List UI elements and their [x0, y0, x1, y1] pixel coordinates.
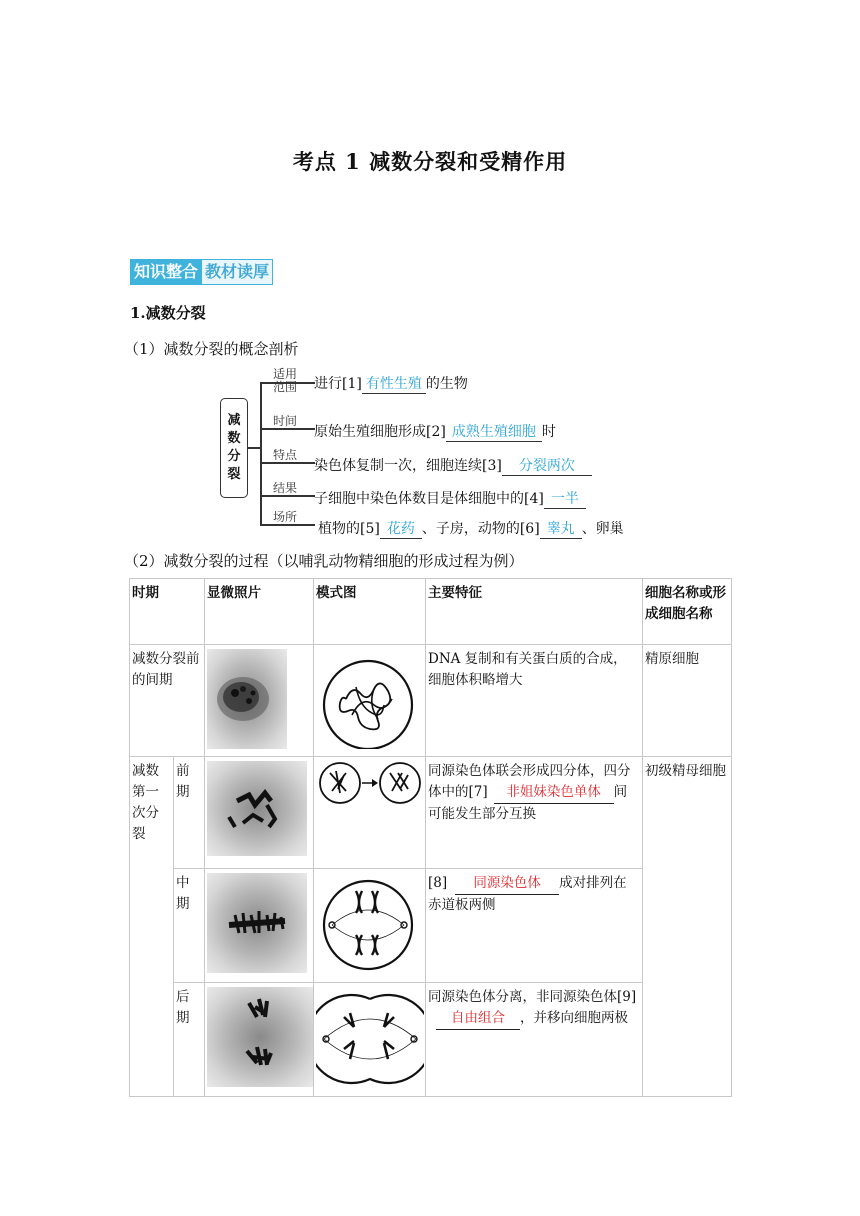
table-row: [130, 983, 732, 1097]
label-result: 结果: [273, 481, 298, 495]
answer-4: 一半: [544, 488, 586, 509]
connector: [260, 462, 315, 464]
connector: [260, 428, 315, 430]
stage-anaphase: 后期: [174, 983, 205, 1097]
concept-heading: （1）减数分裂的概念剖析: [124, 340, 299, 358]
connector: [260, 524, 315, 526]
header-cell-name: 细胞名称或形成细胞名称: [643, 579, 732, 645]
photo-cell: [205, 757, 314, 869]
concept-row-location: 植物的[5] 花药 、子房，动物的[6] 睾丸 、卵巢: [318, 518, 624, 539]
table-row: [130, 869, 732, 983]
concept-center-box: 减 数 分 裂: [220, 398, 248, 498]
concept-row-scope: 进行[1] 有性生殖 的生物: [314, 373, 468, 394]
photo-cell: [205, 983, 314, 1097]
diagram-cell: [314, 757, 426, 869]
period-interphase: 减数分裂前的间期: [130, 645, 205, 757]
header-period: 时期: [130, 579, 205, 645]
diagram-metaphase: [316, 873, 424, 973]
label-location: 场所: [273, 510, 298, 524]
stage-metaphase: 中期: [174, 869, 205, 983]
micrograph-interphase: [207, 649, 287, 749]
badge-right: 教材读厚: [201, 260, 272, 284]
diagram-anaphase: [316, 987, 424, 1087]
cell-meiosis1: 初级精母细胞: [643, 757, 732, 1097]
connector: [248, 447, 260, 449]
feature-interphase: DNA 复制和有关蛋白质的合成，细胞体积略增大: [426, 645, 643, 757]
answer-3: 分裂两次: [502, 455, 592, 476]
page-title: 考点 1 减数分裂和受精作用: [292, 149, 568, 174]
diagram-interphase: [316, 649, 424, 749]
table-header-row: [130, 579, 732, 645]
stage-prophase: 前期: [174, 757, 205, 869]
photo-cell: [205, 645, 314, 757]
micrograph-anaphase: [207, 987, 313, 1087]
concept-row-result: 子细胞中染色体数目是体细胞中的[4] 一半: [314, 488, 586, 509]
section-badge: [130, 259, 273, 285]
answer-2: 成熟生殖细胞: [446, 421, 542, 442]
badge-left: 知识整合: [131, 260, 201, 284]
header-feature: 主要特征: [426, 579, 643, 645]
feature-prophase: 同源染色体联会形成四分体，四分体中的[7] 非姐妹染色单体 间可能发生部分互换: [426, 757, 643, 869]
header-photo: 显微照片: [205, 579, 314, 645]
answer-5: 花药: [380, 518, 422, 539]
diagram-cell: [314, 983, 426, 1097]
answer-1: 有性生殖: [362, 373, 426, 394]
label-time: 时间: [273, 414, 298, 428]
answer-7: 非姐妹染色单体: [494, 782, 614, 804]
label-scope: 适用 范围: [273, 367, 298, 394]
process-heading: （2）减数分裂的过程（以哺乳动物精细胞的形成过程为例）: [124, 552, 524, 570]
header-diagram: 模式图: [314, 579, 426, 645]
micrograph-prophase: [207, 761, 307, 856]
feature-anaphase: 同源染色体分离，非同源染色体[9]自由组合 ，并移向细胞两极: [426, 983, 643, 1097]
answer-9: 自由组合: [436, 1008, 520, 1030]
concept-diagram: [218, 365, 648, 540]
diagram-prophase: [316, 761, 424, 811]
micrograph-metaphase: [207, 873, 307, 973]
photo-cell: [205, 869, 314, 983]
connector: [260, 382, 262, 524]
table-row: [130, 757, 732, 869]
answer-6: 睾丸: [540, 518, 582, 539]
concept-row-feature: 染色体复制一次，细胞连续[3] 分裂两次: [314, 455, 592, 476]
feature-metaphase: [8] 同源染色体 成对排列在赤道板两侧: [426, 869, 643, 983]
cell-interphase: 精原细胞: [643, 645, 732, 757]
connector: [260, 495, 315, 497]
answer-8: 同源染色体: [455, 873, 559, 895]
diagram-cell: [314, 869, 426, 983]
section-heading: 1.减数分裂: [130, 304, 206, 322]
concept-row-time: 原始生殖细胞形成[2] 成熟生殖细胞 时: [314, 421, 556, 442]
diagram-cell: [314, 645, 426, 757]
label-feature: 特点: [273, 448, 298, 462]
process-table: [129, 578, 732, 1097]
period-meiosis1: 减数第一次分裂: [130, 757, 174, 1097]
table-row: [130, 645, 732, 757]
